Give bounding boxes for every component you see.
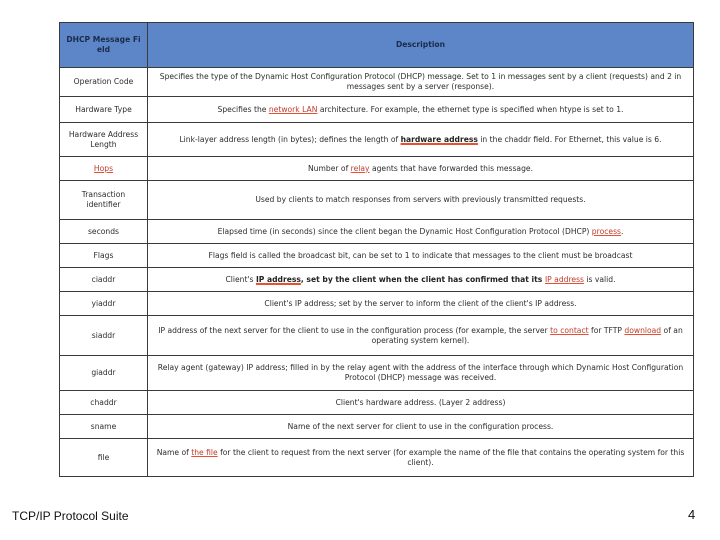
hops-link[interactable]: Hops: [93, 163, 114, 173]
table-row: [60, 356, 694, 391]
field-description: [148, 123, 694, 157]
desc-text: , set by the client when the client has confirmed that its: [300, 274, 545, 284]
desc-text: is valid.: [584, 274, 616, 284]
the-file-link[interactable]: the file: [191, 447, 218, 457]
field-name: seconds: [60, 220, 148, 244]
desc-text: of an operating system kernel).: [371, 325, 683, 345]
table-row: [60, 244, 694, 268]
table-row: [60, 181, 694, 220]
desc-text: IP address of the next server for the client to use in the configuration process (for example, the server: [158, 325, 551, 335]
desc-text: .: [620, 226, 624, 236]
to-contact-link[interactable]: to contact: [550, 325, 589, 335]
ip-address-link[interactable]: IP address: [255, 274, 301, 284]
field-description: Name of the next server for client to use in the configuration process.: [148, 415, 694, 439]
field-name: chaddr: [60, 391, 148, 415]
field-description: Used by clients to match responses from servers with previously transmitted requests.: [148, 181, 694, 220]
desc-text: for the client to request from the next server (for example the name of the file that contains the operating system for this client).: [217, 447, 685, 467]
field-name: giaddr: [60, 356, 148, 391]
dhcp-fields-table: [59, 22, 694, 477]
table-row: [60, 415, 694, 439]
field-name: Hardware Address Length: [60, 123, 148, 157]
table-row: [60, 220, 694, 244]
network-lan-link[interactable]: network LAN: [268, 104, 318, 114]
table-row: [60, 68, 694, 97]
desc-text: Number of: [308, 163, 351, 173]
table-row: [60, 268, 694, 292]
field-description: [148, 157, 694, 181]
table-row: [60, 123, 694, 157]
field-name: Flags: [60, 244, 148, 268]
desc-text: Specifies the: [217, 104, 269, 114]
table-row: [60, 157, 694, 181]
relay-link[interactable]: relay: [350, 163, 370, 173]
table-row: [60, 439, 694, 477]
field-description: Client's IP address; set by the server to inform the client of the client's IP address.: [148, 292, 694, 316]
table-header-row: [60, 23, 694, 68]
desc-text: agents that have forwarded this message.: [369, 163, 533, 173]
field-name: Transaction identifier: [60, 181, 148, 220]
field-name: yiaddr: [60, 292, 148, 316]
field-name: siaddr: [60, 316, 148, 356]
field-name: ciaddr: [60, 268, 148, 292]
desc-text: architecture. For example, the ethernet type is specified when htype is set to 1.: [317, 104, 624, 114]
desc-text: Client's: [225, 274, 256, 284]
desc-text: Elapsed time (in seconds) since the client began the Dynamic Host Configuration Protocol (DHCP): [217, 226, 592, 236]
field-name: Hardware Type: [60, 97, 148, 123]
field-name: sname: [60, 415, 148, 439]
desc-text: for TFTP: [588, 325, 625, 335]
table-row: [60, 391, 694, 415]
field-description: [148, 316, 694, 356]
table-row: [60, 316, 694, 356]
field-description: [148, 268, 694, 292]
hardware-address-link[interactable]: hardware address: [400, 134, 478, 144]
header-field: DHCP Message Fi eld: [60, 23, 148, 68]
field-description: [148, 97, 694, 123]
table-row: [60, 97, 694, 123]
field-description: Flags field is called the broadcast bit, can be set to 1 to indicate that messages to the client must be broadcast: [148, 244, 694, 268]
field-name: Operation Code: [60, 68, 148, 97]
page-number: 4: [688, 507, 696, 522]
ip-address-link-2[interactable]: IP address: [544, 274, 585, 284]
field-description: [148, 439, 694, 477]
field-description: [148, 220, 694, 244]
footer-title: TCP/IP Protocol Suite: [12, 509, 129, 523]
field-name: [60, 157, 148, 181]
desc-text: Link-layer address length (in bytes); defines the length of: [179, 134, 401, 144]
field-description: Specifies the type of the Dynamic Host Configuration Protocol (DHCP) message. Set to 1 in messages sent by a client (requests) and 2 in messages sent by a server (response).: [148, 68, 694, 97]
field-description: Client's hardware address. (Layer 2 address): [148, 391, 694, 415]
download-link[interactable]: download: [624, 325, 662, 335]
desc-text: Name of: [156, 447, 192, 457]
process-link[interactable]: process: [591, 226, 621, 236]
field-description: Relay agent (gateway) IP address; filled in by the relay agent with the address of the interface through which Dynamic Host Configuration Protocol (DHCP) message was received.: [148, 356, 694, 391]
desc-text: in the chaddr field. For Ethernet, this value is 6.: [477, 134, 662, 144]
table-row: [60, 292, 694, 316]
field-name: file: [60, 439, 148, 477]
header-description: Description: [148, 23, 694, 68]
